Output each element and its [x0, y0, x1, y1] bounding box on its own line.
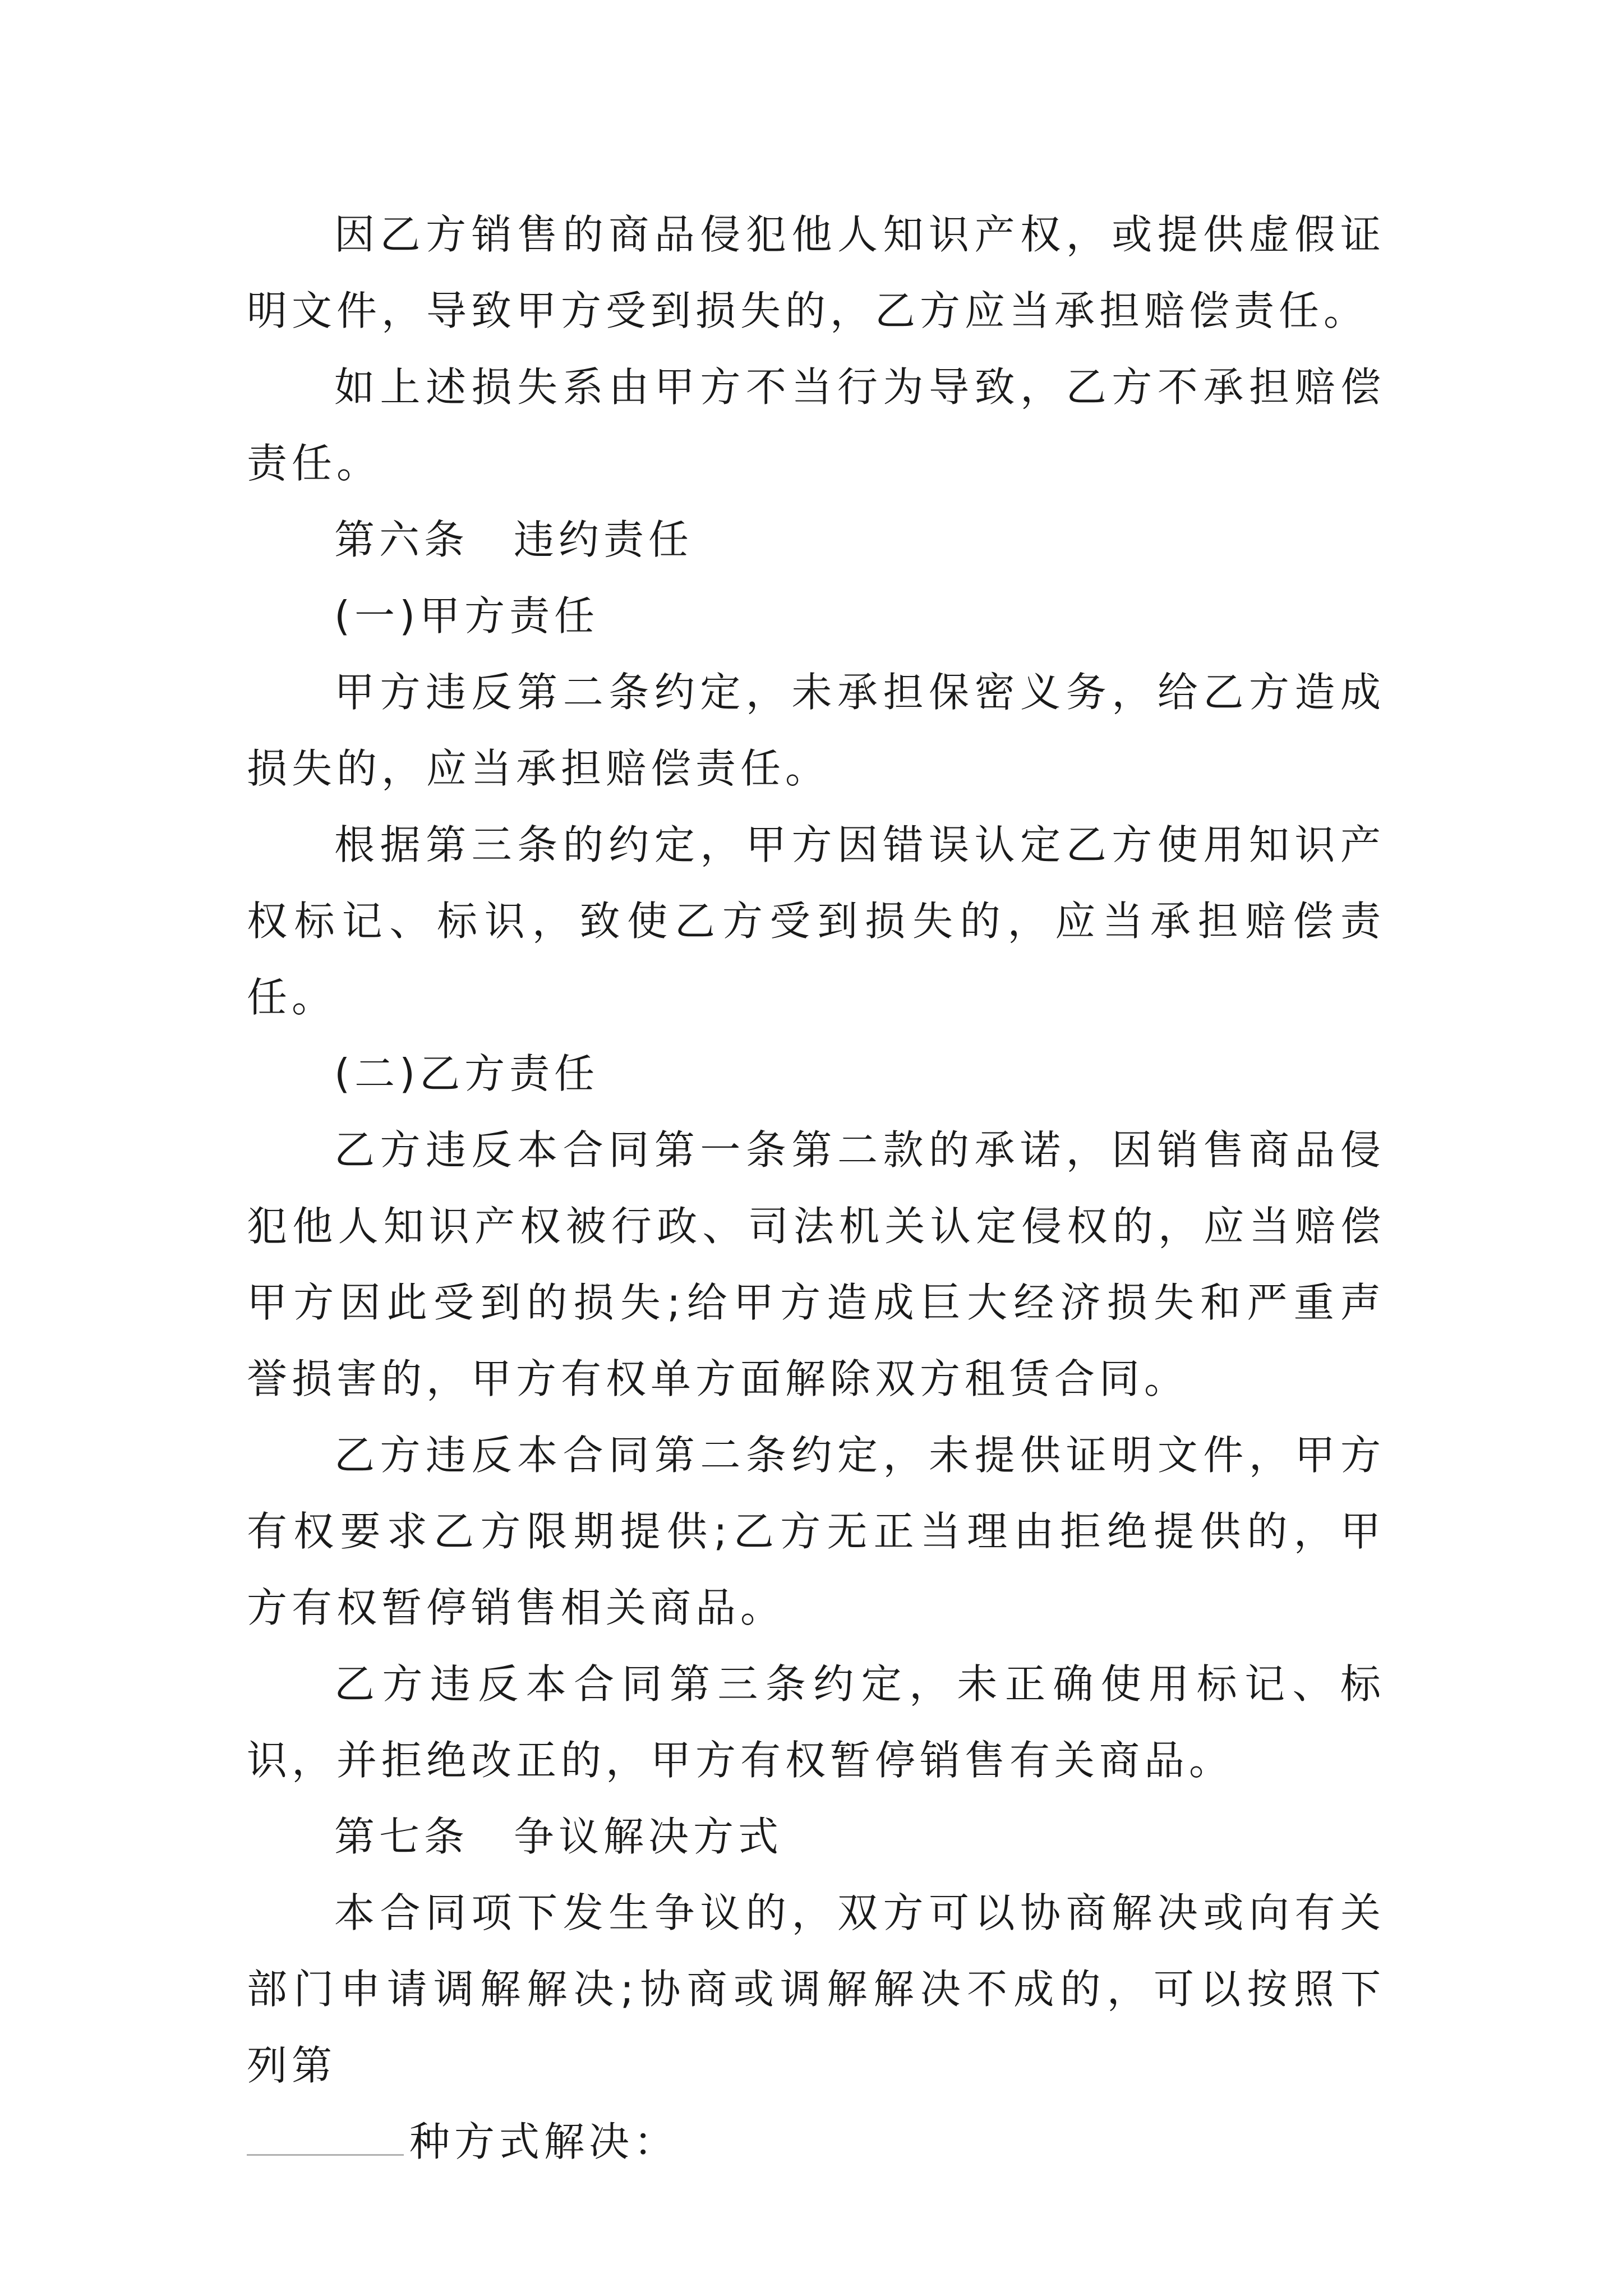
party-b-liability-heading: (二)乙方责任 [334, 1050, 600, 1097]
paragraph-misidentification: 根据第三条的约定，甲方因错误认定乙方使用知识产权标记、标识，致使乙方受到损失的，应当承担赔偿责任。 [247, 821, 1385, 1021]
paragraph-documents-breach: 乙方违反本合同第二条约定，未提供证明文件，甲方有权要求乙方限期提供;乙方无正当理由拒绝提供的，甲方有权暂停销售相关商品。 [247, 1432, 1385, 1631]
dispute-method-line [247, 2104, 1385, 2180]
paragraph-confidentiality-breach: 甲方违反第二条约定，未承担保密义务，给乙方造成损失的，应当承担赔偿责任。 [247, 669, 1385, 792]
paragraph-marking-breach: 乙方违反本合同第三条约定，未正确使用标记、标识，并拒绝改正的，甲方有权暂停销售有关商品。 [247, 1660, 1385, 1784]
paragraph-infringement-liability: 因乙方销售的商品侵犯他人知识产权，或提供虚假证明文件，导致甲方受到损失的，乙方应当承担赔偿责任。 [247, 211, 1385, 334]
article-6-title: 第六条 违约责任 [334, 516, 694, 563]
fill-in-blank[interactable] [247, 2120, 404, 2156]
paragraph-exemption: 如上述损失系由甲方不当行为导致，乙方不承担赔偿责任。 [247, 364, 1385, 487]
document-body [247, 196, 1385, 2180]
paragraph-dispute-resolution: 本合同项下发生争议的，双方可以协商解决或向有关部门申请调解解决;协商或调解解决不成的，可以按照下列第 [247, 1889, 1385, 2089]
paragraph-commitment-breach: 乙方违反本合同第一条第二款的承诺，因销售商品侵犯他人知识产权被行政、司法机关认定侵权的，应当赔偿甲方因此受到的损失;给甲方造成巨大经济损失和严重声誉损害的，甲方有权单方面解除双方租赁合同。 [247, 1126, 1385, 1402]
party-a-liability-heading: (一)甲方责任 [334, 592, 600, 639]
dispute-method-text: 种方式解决： [409, 2118, 679, 2165]
article-7-title: 第七条 争议解决方式 [334, 1813, 783, 1860]
